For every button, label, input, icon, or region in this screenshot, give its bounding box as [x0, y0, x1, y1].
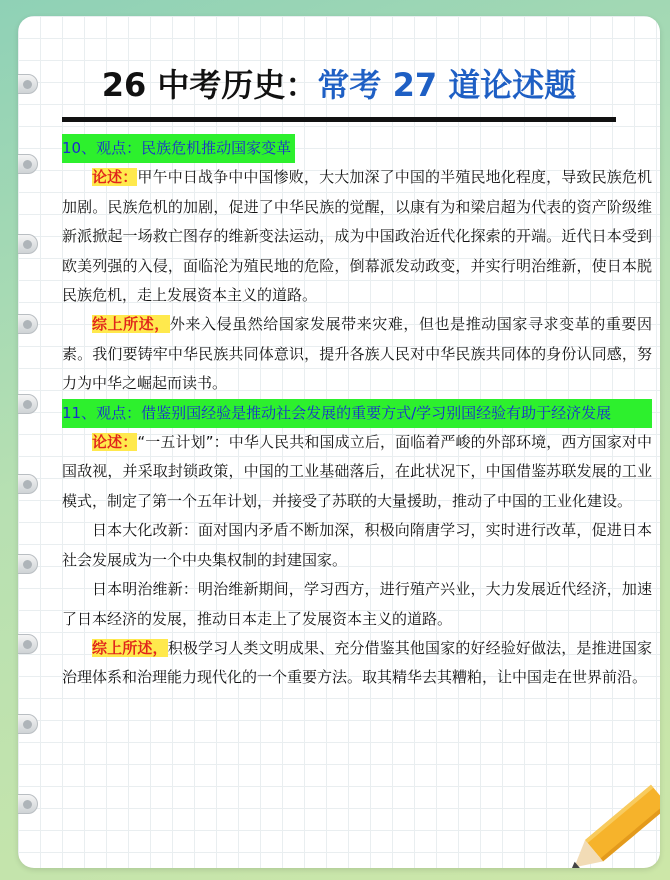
binder-ring-icon — [18, 234, 38, 254]
paragraph-text: 日本明治维新：明治维新期间，学习西方，进行殖产兴业，大力发展近代经济，加速了日本经济的发展，推动日本走上了发展资本主义的道路。 — [62, 580, 652, 628]
binder-ring-icon — [18, 154, 38, 174]
paragraph — [62, 634, 652, 693]
section-heading: 10、观点：民族危机推动国家变革 — [62, 134, 295, 163]
pencil-icon — [555, 780, 660, 868]
binder-ring-icon — [18, 714, 38, 734]
page-title — [18, 60, 660, 106]
paragraph — [62, 516, 652, 575]
paragraph — [62, 575, 652, 634]
binder-ring-icon — [18, 634, 38, 654]
document-body — [62, 134, 652, 693]
note-card — [18, 16, 660, 868]
highlight-label: 综上所述， — [92, 638, 168, 657]
paragraph-text: 积极学习人类文明成果、充分借鉴其他国家的好经验好做法，是推进国家治理体系和治理能力现代化的一个重要方法。取其精华去其糟粕，让中国走在世界前沿。 — [62, 638, 652, 687]
section-11 — [62, 399, 652, 693]
title-part-1: 26 中考历史： — [101, 66, 318, 104]
highlight-label: 综上所述， — [92, 315, 170, 334]
paragraph — [62, 163, 652, 310]
section-10 — [62, 134, 652, 399]
paragraph — [62, 310, 652, 398]
binder-ring-icon — [18, 554, 38, 574]
highlight-label: 论述： — [92, 168, 138, 187]
highlight-label: 论述： — [92, 433, 138, 452]
binder-ring-icon — [18, 474, 38, 494]
paragraph-text: “一五计划”：中华人民共和国成立后，面临着严峻的外部环境，西方国家对中国敌视，并采取封锁政策，中国的工业基础落后，在此状况下，中国借鉴苏联发展的工业模式，制定了第一个五年计划，并接受了苏联的大量援助，推动了中国的工业化建设。 — [62, 433, 652, 510]
title-part-2: 常考 27 道论述题 — [317, 66, 577, 104]
title-underline — [62, 117, 616, 122]
section-heading: 11、观点：借鉴别国经验是推动社会发展的重要方式/学习别国经验有助于经济发展 — [62, 399, 652, 428]
binder-ring-icon — [18, 74, 38, 94]
binder-ring-icon — [18, 394, 38, 414]
paragraph — [62, 428, 652, 516]
paragraph-text: 日本大化改新：面对国内矛盾不断加深，积极向隋唐学习，实时进行改革，促进日本社会发展成为一个中央集权制的封建国家。 — [62, 521, 652, 569]
paragraph-text: 外来入侵虽然给国家发展带来灾难，但也是推动国家寻求变革的重要因素。我们要铸牢中华民族共同体意识，提升各族人民对中华民族共同体的身份认同感，努力为中华之崛起而读书。 — [62, 315, 652, 393]
binder-ring-icon — [18, 794, 38, 814]
paragraph-text: 甲午中日战争中中国惨败，大大加深了中国的半殖民地化程度，导致民族危机加剧。民族危机的加剧，促进了中华民族的觉醒，以康有为和梁启超为代表的资产阶级维新派掀起一场救亡图存的维新变法运动，成为中国政治近代化探索的开端。近代日本受到欧美列强的入侵，面临沦为殖民地的危险，倒幕派发动政变，并实行明治维新，使日本脱民族危机，走上发展资本主义的道路。 — [62, 168, 652, 305]
binder-ring-icon — [18, 314, 38, 334]
